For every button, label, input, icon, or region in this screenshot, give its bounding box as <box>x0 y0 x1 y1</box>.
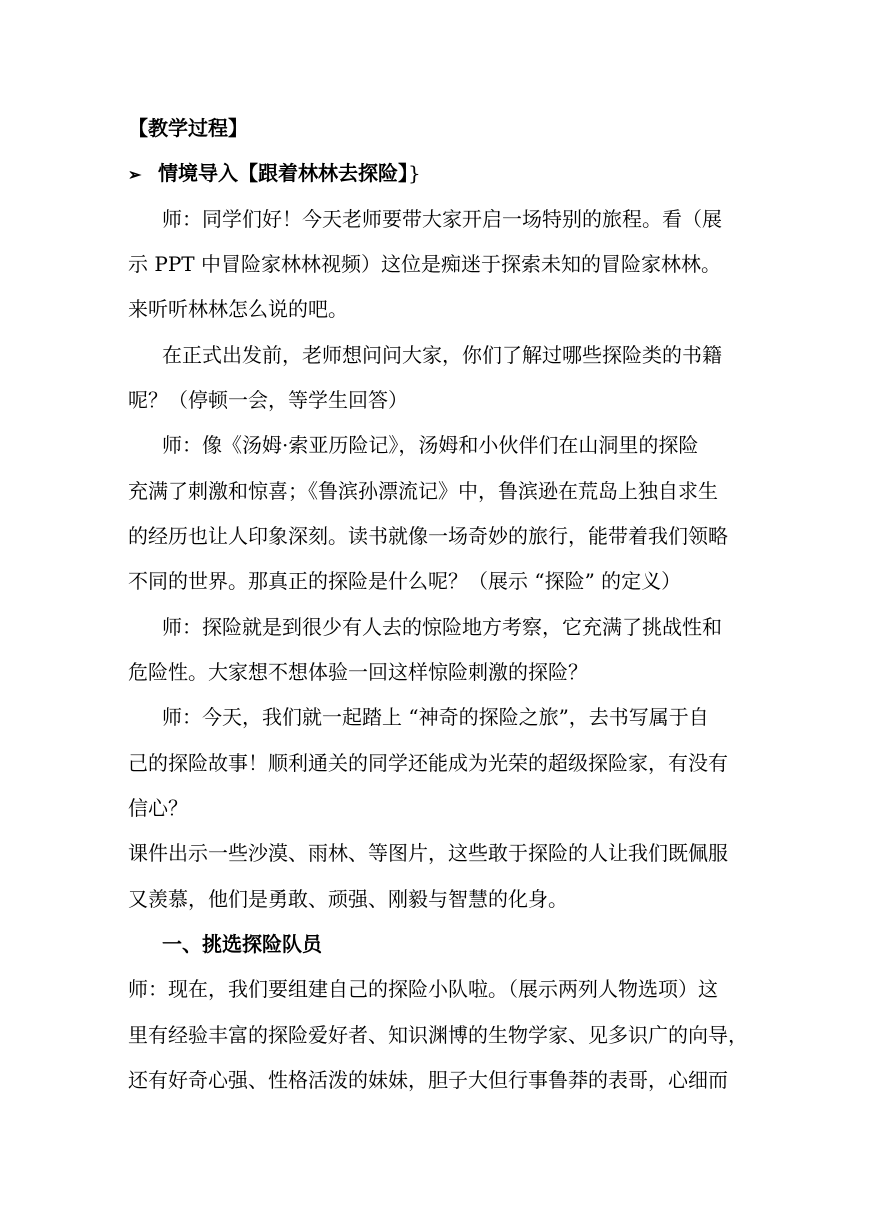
paragraph-line: 呢？（停顿一会，等学生回答） <box>128 388 408 412</box>
intro-title-trail: } <box>408 161 421 185</box>
paragraph-line: 课件出示一些沙漠、雨林、等图片，这些敢于探险的人让我们既佩服 <box>128 841 728 865</box>
paragraph-line: 来听听林林怎么说的吧。 <box>128 297 348 321</box>
section-one-title: 一、挑选探险队员 <box>162 932 322 956</box>
paragraph-line: 信心？ <box>128 796 188 820</box>
paragraph-line: 师：探险就是到很少有人去的惊险地方考察，它充满了挑战性和 <box>162 615 722 639</box>
paragraph-line: 师：同学们好！今天老师要带大家开启一场特别的旅程。看（展 <box>162 207 722 231</box>
paragraph-line: 师：今天，我们就一起踏上 “神奇的探险之旅”，去书写属于自 <box>162 705 709 729</box>
arrow-bullet-icon: ➢ <box>128 165 142 184</box>
paragraph-line: 充满了刺激和惊喜；《鲁滨孙漂流记》中，鲁滨逊在荒岛上独自求生 <box>128 479 718 503</box>
paragraph-line: 又羡慕，他们是勇敢、顽强、刚毅与智慧的化身。 <box>128 887 568 911</box>
paragraph-line: 的经历也让人印象深刻。读书就像一场奇妙的旅行，能带着我们领略 <box>128 524 728 548</box>
paragraph-line: 危险性。大家想不想体验一回这样惊险刺激的探险？ <box>128 660 588 684</box>
paragraph-line: 师：像《汤姆·索亚历险记》，汤姆和小伙伴们在山洞里的探险 <box>162 433 699 457</box>
paragraph-line: 还有好奇心强、性格活泼的妹妹，胆子大但行事鲁莽的表哥，心细而 <box>128 1068 728 1092</box>
intro-title-text: 情境导入【跟着林林去探险】 <box>158 161 408 185</box>
paragraph-line: 示 PPT 中冒险家林林视频）这位是痴迷于探索未知的冒险家林林。 <box>128 252 721 276</box>
paragraph-line: 里有经验丰富的探险爱好者、知识渊博的生物学家、见多识广的向导， <box>128 1023 748 1047</box>
paragraph-line: 在正式出发前，老师想问问大家，你们了解过哪些探险类的书籍 <box>162 343 722 367</box>
intro-section-title <box>128 160 748 186</box>
paragraph-line: 不同的世界。那真正的探险是什么呢？（展示 “探险” 的定义） <box>128 569 682 593</box>
paragraph-line: 己的探险故事！顺利通关的同学还能成为光荣的超级探险家，有没有 <box>128 751 728 775</box>
paragraph-line: 师：现在，我们要组建自己的探险小队啦。（展示两列人物选项）这 <box>128 977 718 1001</box>
section-heading: 【教学过程】 <box>128 116 248 140</box>
